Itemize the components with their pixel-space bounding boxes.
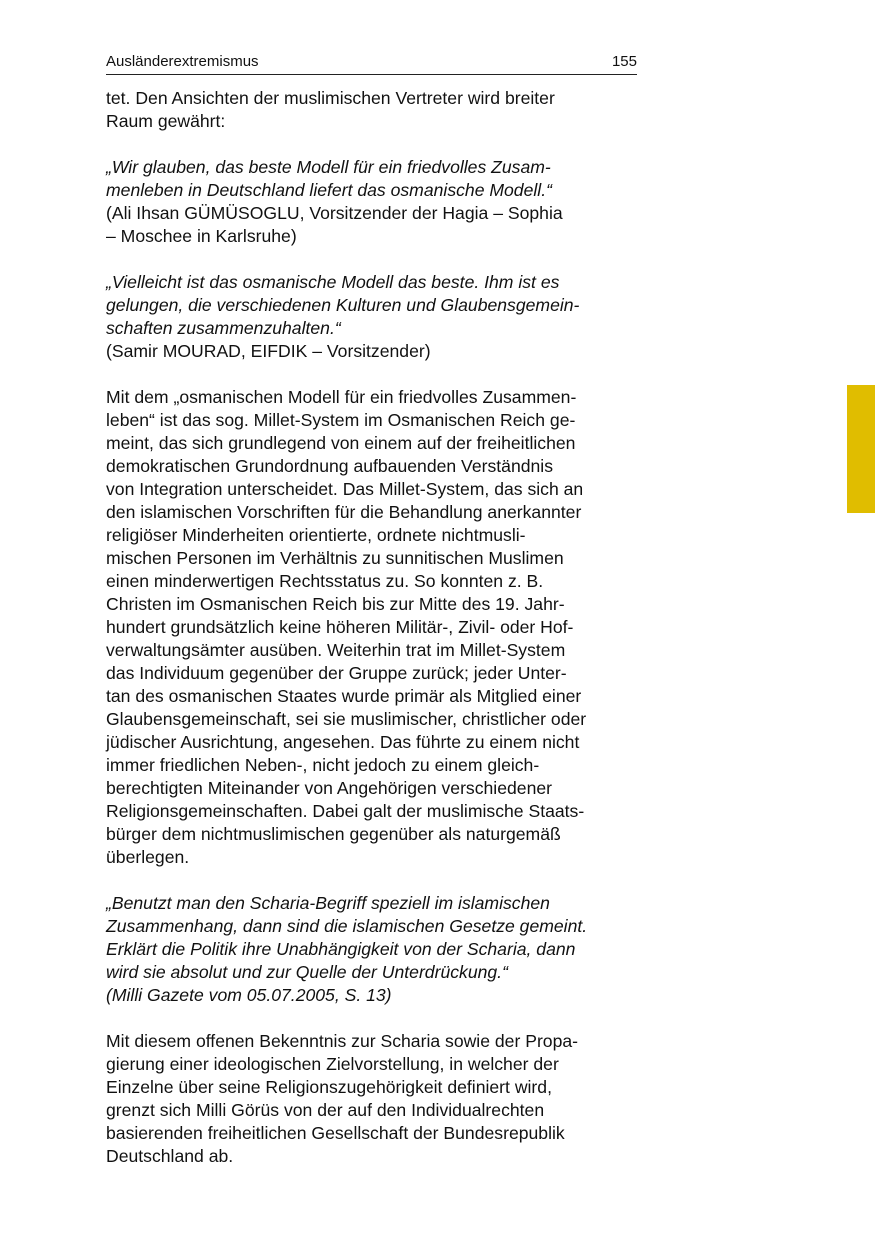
text-line: Raum gewährt: bbox=[106, 111, 226, 131]
text-line: meint, das sich grundlegend von einem auf der freiheitlichen bbox=[106, 433, 576, 453]
text-line: tet. Den Ansichten der muslimischen Vertreter wird breiter bbox=[106, 88, 555, 108]
text-line: Christen im Osmanischen Reich bis zur Mitte des 19. Jahr- bbox=[106, 594, 565, 614]
quote-line: „Benutzt man den Scharia-Begriff speziell im islamischen bbox=[106, 893, 550, 913]
text-line: verwaltungsämter ausüben. Weiterhin trat im Millet-System bbox=[106, 640, 566, 660]
text-line: immer friedlichen Neben-, nicht jedoch zu einem gleich- bbox=[106, 755, 540, 775]
paragraph-gap bbox=[106, 1007, 646, 1030]
intro-paragraph bbox=[106, 87, 646, 133]
quote-source-line: (Ali Ihsan GÜMÜSOGLU, Vorsitzender der Hagia – Sophia bbox=[106, 203, 563, 223]
text-line: Mit diesem offenen Bekenntnis zur Scharia sowie der Propa- bbox=[106, 1031, 579, 1051]
text-line: von Integration unterscheidet. Das Millet-System, das sich an bbox=[106, 479, 584, 499]
paragraph-gap bbox=[106, 869, 646, 892]
chapter-tab-marker bbox=[847, 385, 875, 513]
quote-source-line: – Moschee in Karlsruhe) bbox=[106, 226, 297, 246]
scharia-paragraph bbox=[106, 1030, 646, 1168]
text-line: leben“ ist das sog. Millet-System im Osmanischen Reich ge- bbox=[106, 410, 576, 430]
text-line: den islamischen Vorschriften für die Behandlung anerkannter bbox=[106, 502, 582, 522]
text-line: berechtigten Miteinander von Angehörigen verschiedener bbox=[106, 778, 553, 798]
quote-source-line: (Samir MOURAD, EIFDIK – Vorsitzender) bbox=[106, 341, 431, 361]
quote-line: „Wir glauben, das beste Modell für ein friedvolles Zusam- bbox=[106, 157, 551, 177]
text-line: basierenden freiheitlichen Gesellschaft der Bundesrepublik bbox=[106, 1123, 565, 1143]
text-line: demokratischen Grundordnung aufbauenden Verständnis bbox=[106, 456, 553, 476]
quote-line: wird sie absolut und zur Quelle der Unterdrückung.“ bbox=[106, 962, 508, 982]
quote-milli-gazete bbox=[106, 892, 646, 1007]
quote-line: menleben in Deutschland liefert das osmanische Modell.“ bbox=[106, 180, 552, 200]
text-line: Einzelne über seine Religionszugehörigkeit definiert wird, bbox=[106, 1077, 552, 1097]
text-line: das Individuum gegenüber der Gruppe zurück; jeder Unter- bbox=[106, 663, 567, 683]
text-line: Religionsgemeinschaften. Dabei galt der muslimische Staats- bbox=[106, 801, 585, 821]
text-line: religiöser Minderheiten orientierte, ordnete nichtmusli- bbox=[106, 525, 526, 545]
quote-line: Zusammenhang, dann sind die islamischen Gesetze gemeint. bbox=[106, 916, 588, 936]
quote-gumusoglu bbox=[106, 156, 646, 248]
quote-line: „Vielleicht ist das osmanische Modell das beste. Ihm ist es bbox=[106, 272, 560, 292]
running-header-title: Ausländerextremismus bbox=[106, 53, 259, 70]
text-line: bürger dem nichtmuslimischen gegenüber als naturgemäß bbox=[106, 824, 561, 844]
paragraph-gap bbox=[106, 248, 646, 271]
page-header bbox=[106, 52, 637, 75]
text-line: Deutschland ab. bbox=[106, 1146, 234, 1166]
quote-line: schaften zusammenzuhalten.“ bbox=[106, 318, 341, 338]
text-line: überlegen. bbox=[106, 847, 190, 867]
text-line: einen minderwertigen Rechtsstatus zu. So konnten z. B. bbox=[106, 571, 544, 591]
text-line: mischen Personen im Verhältnis zu sunnitischen Muslimen bbox=[106, 548, 564, 568]
text-line: Glaubensgemeinschaft, sei sie muslimischer, christlicher oder bbox=[106, 709, 587, 729]
text-line: tan des osmanischen Staates wurde primär als Mitglied einer bbox=[106, 686, 582, 706]
quote-mourad bbox=[106, 271, 646, 363]
text-line: grenzt sich Milli Görüs von der auf den Individualrechten bbox=[106, 1100, 545, 1120]
paragraph-gap bbox=[106, 133, 646, 156]
millet-system-paragraph bbox=[106, 386, 646, 869]
text-line: Mit dem „osmanischen Modell für ein friedvolles Zusammen- bbox=[106, 387, 577, 407]
quote-source-line: (Milli Gazete vom 05.07.2005, S. 13) bbox=[106, 985, 392, 1005]
quote-line: Erklärt die Politik ihre Unabhängigkeit von der Scharia, dann bbox=[106, 939, 576, 959]
text-line: jüdischer Ausrichtung, angesehen. Das führte zu einem nicht bbox=[106, 732, 580, 752]
page-body bbox=[106, 87, 646, 1168]
paragraph-gap bbox=[106, 363, 646, 386]
text-line: hundert grundsätzlich keine höheren Militär-, Zivil- oder Hof- bbox=[106, 617, 574, 637]
text-line: gierung einer ideologischen Zielvorstellung, in welcher der bbox=[106, 1054, 559, 1074]
page-number: 155 bbox=[611, 53, 637, 70]
quote-line: gelungen, die verschiedenen Kulturen und Glaubensgemein- bbox=[106, 295, 580, 315]
